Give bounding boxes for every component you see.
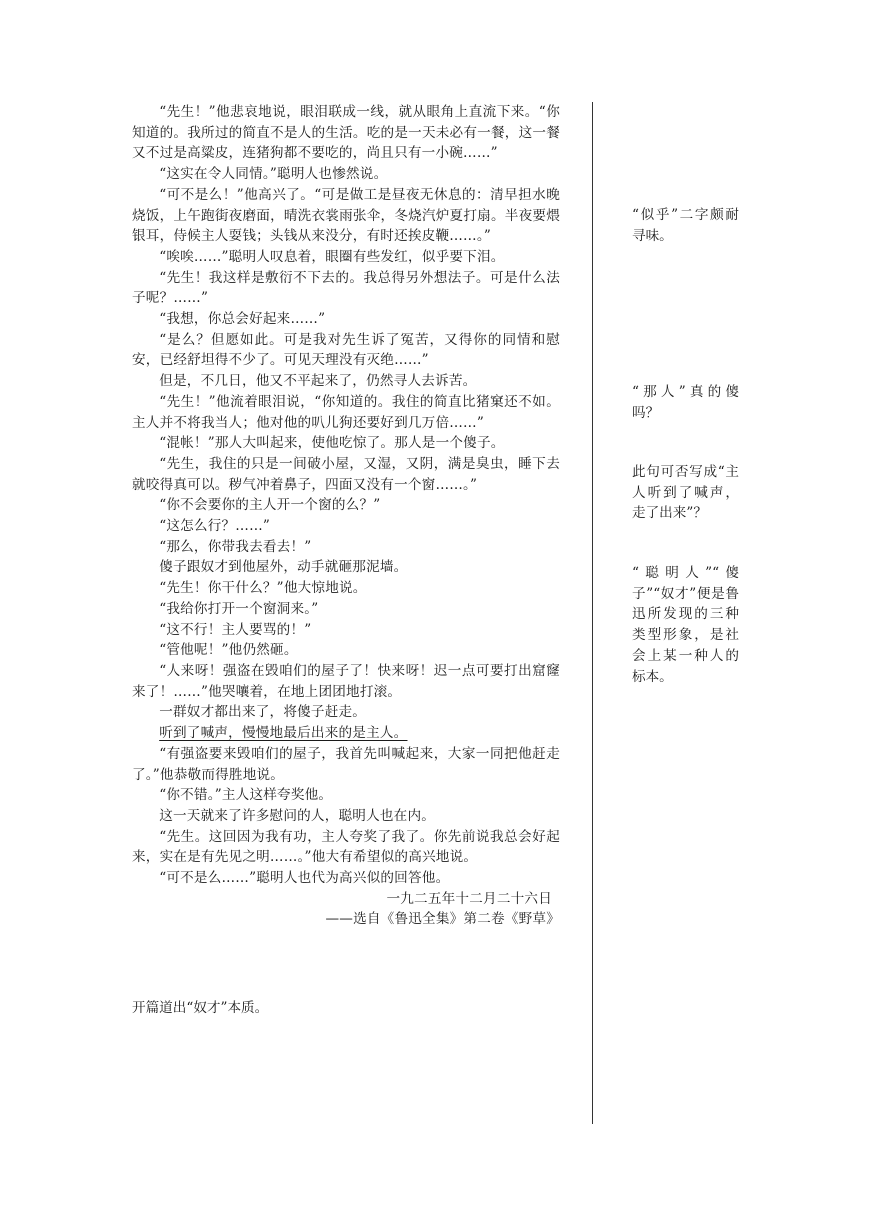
paragraph: “你不错。”主人这样夸奖他。 — [159, 787, 333, 804]
paragraph: “唉唉……”聪明人叹息着，眼圈有些发红，似乎要下泪。 — [159, 248, 505, 265]
article-date: 一九二五年十二月二十六日 — [386, 890, 552, 907]
underlined-sentence: 听到了喊声，慢慢地最后出来的是主人。 — [159, 725, 408, 742]
paragraph: 这一天就来了许多慰问的人，聪明人也在内。 — [159, 807, 436, 824]
paragraph: “这怎么行？……” — [159, 518, 271, 535]
margin-note: “聪明人”“傻子”“奴才”便是鲁迅所发现的三种类型形象，是社会上某一种人的标本。 — [632, 565, 739, 685]
paragraph: “那么，你带我去看去！” — [159, 538, 312, 555]
paragraph: “管他呢！”他仍然砸。 — [159, 642, 298, 659]
margin-divider-line — [592, 102, 593, 1124]
paragraph: “你不会要你的主人开一个窗的么？” — [159, 497, 381, 514]
paragraph: “先生，我住的只是一间破小屋，又湿，又阴，满是臭虫，睡下去就咬得真可以。秽气冲着鼻子，四面又没有一个窗……。” — [132, 455, 560, 493]
paragraph: “先生！你干什么？”他大惊地说。 — [159, 580, 367, 597]
paragraph: “这实在令人同情。”聪明人也惨然说。 — [159, 166, 388, 183]
bottom-note: 开篇道出“奴才”本质。 — [132, 1000, 269, 1016]
paragraph: “这不行！主人要骂的！” — [159, 621, 312, 638]
margin-note: 此句可否写成“主人听到了喊声，走了出来”？ — [632, 464, 739, 522]
margin-note: “那人”真的傻吗？ — [632, 384, 739, 421]
paragraph: 一群奴才都出来了，将傻子赶走。 — [159, 704, 367, 721]
underlined-paragraph — [132, 723, 560, 744]
paragraph: “我给你打开一个窗洞来。” — [159, 600, 319, 617]
margin-note: “似乎”二字颇耐寻味。 — [632, 207, 739, 244]
paragraph: “先生！”他悲哀地说，眼泪联成一线，就从眼角上直流下来。“你知道的。我所过的简直不是人的生活。吃的是一天未必有一餐，这一餐又不过是高粱皮，连猪狗都不要吃的，尚且只有一小碗……” — [132, 104, 560, 162]
paragraph: “先生。这回因为我有功，主人夸奖了我了。你先前说我总会好起来，实在是有先见之明……。”他大有希望似的高兴地说。 — [132, 828, 560, 866]
article-source: ——选自《鲁迅全集》第二卷《野草》 — [325, 911, 560, 928]
paragraph: “可不是么……”聪明人也代为高兴似的回答他。 — [159, 870, 450, 887]
paragraph: “先生！”他流着眼泪说，“你知道的。我住的简直比猪窠还不如。主人并不将我当人；他对他的叭儿狗还要好到几万倍……” — [132, 393, 560, 431]
paragraph: 傻子跟奴才到他屋外，动手就砸那泥墙。 — [159, 559, 408, 576]
paragraph: “我想，你总会好起来……” — [159, 311, 326, 328]
paragraph: “是么？但愿如此。可是我对先生诉了冤苦，又得你的同情和慰安，已经舒坦得不少了。可见天理没有灭绝……” — [132, 331, 560, 369]
paragraph: “有强盗要来毁咱们的屋子，我首先叫喊起来，大家一同把他赶走了。”他恭敬而得胜地说。 — [132, 745, 560, 783]
paragraph: “人来呀！强盗在毁咱们的屋子了！快来呀！迟一点可要打出窟窿来了！……”他哭嚷着，在地上团团地打滚。 — [132, 662, 560, 700]
paragraph: “先生！我这样是敷衍不下去的。我总得另外想法子。可是什么法子呢？……” — [132, 269, 560, 307]
paragraph: “可不是么！”他高兴了。“可是做工是昼夜无休息的：清早担水晚烧饭，上午跑街夜磨面，晴洗衣裳雨张伞，冬烧汽炉夏打扇。半夜要煨银耳，侍候主人耍钱；头钱从来没分，有时还挨皮鞭……。” — [132, 186, 560, 245]
paragraph: 但是，不几日，他又不平起来了，仍然寻人去诉苦。 — [159, 373, 477, 390]
paragraph: “混帐！”那人大叫起来，使他吃惊了。那人是一个傻子。 — [159, 435, 505, 452]
article-body — [132, 102, 560, 930]
